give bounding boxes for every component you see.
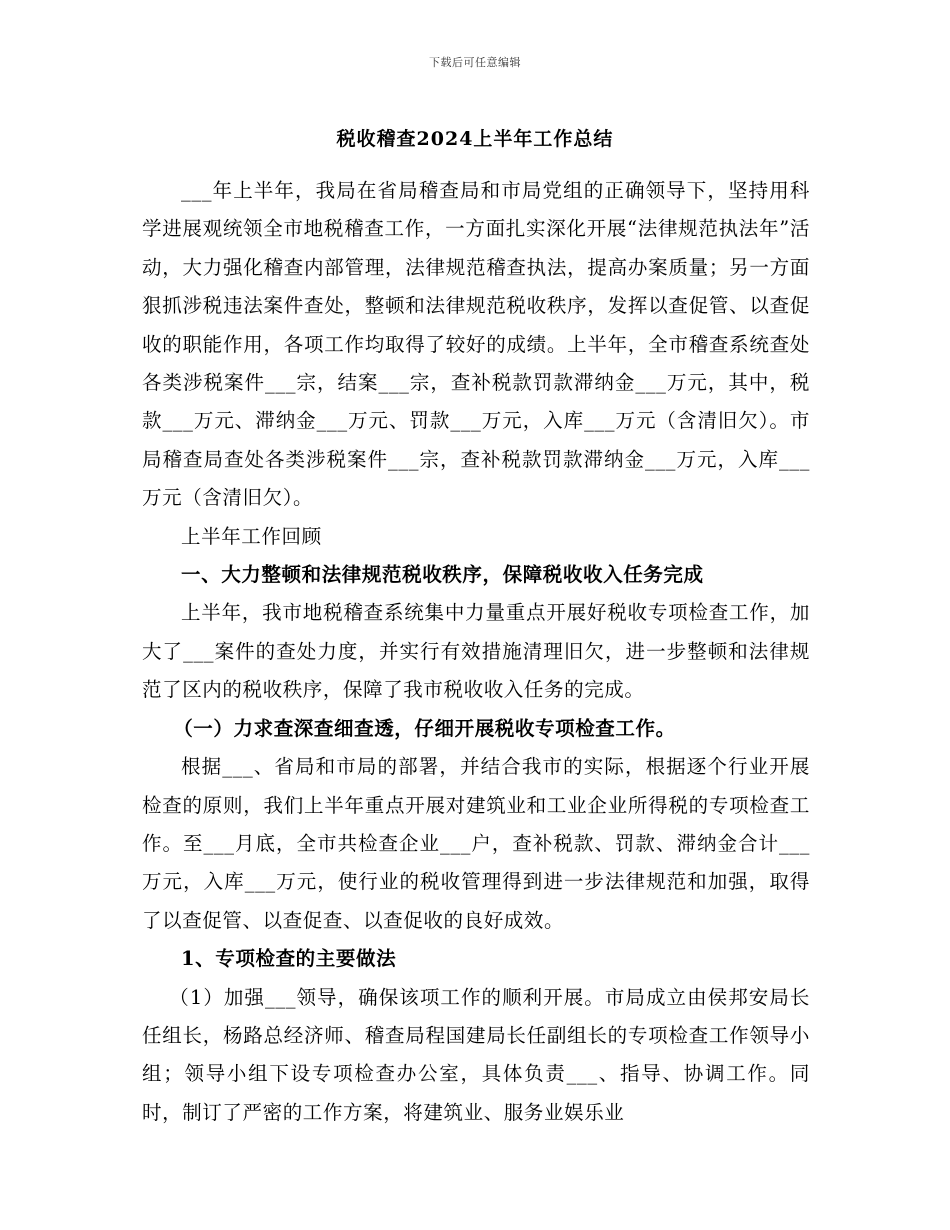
- paragraph-item-1: （1）加强___领导，确保该项工作的顺利开展。市局成立由侯邦安局长任组长，杨路总经济师、稽查局程国建局长任副组长的专项检查工作领导小组；领导小组下设专项检查办公室，具体负责___、指导、协调工作。同时，制订了严密的工作方案，将建筑业、服务业娱乐业: [142, 985, 810, 1124]
- paragraph-review-heading: 上半年工作回顾: [181, 524, 322, 548]
- section-heading-1: 一、大力整顿和法律规范税收秩序，保障税收收入任务完成: [181, 563, 704, 587]
- subsection-heading-1: （一）力求查深查细查透，仔细开展税收专项检查工作。: [173, 716, 676, 740]
- paragraph-section-1: 上半年，我市地税稽查系统集中力量重点开展好税收专项检查工作，加大了___案件的查处力度，并实行有效措施清理旧欠，进一步整顿和法律规范了区内的税收秩序，保障了我市税收收入任务的完成。: [142, 601, 810, 702]
- paragraph-intro: ___年上半年，我局在省局稽查局和市局党组的正确领导下，坚持用科学进展观统领全市地税稽查工作，一方面扎实深化开展“法律规范执法年”活动，大力强化稽查内部管理，法律规范稽查执法，提高办案质量；另一方面狠抓涉税违法案件查处，整顿和法律规范税收秩序，发挥以查促管、以查促收的职能作用，各项工作均取得了较好的成绩。上半年，全市稽查系统查处各类涉税案件___宗，结案___宗，查补税款罚款滞纳金___万元，其中，税款___万元、滞纳金___万元、罚款___万元，入库___万元（含清旧欠）。市局稽查局查处各类涉税案件___宗，查补税款罚款滞纳金___万元，入库___万元（含清旧欠）。: [142, 179, 810, 510]
- item-heading-1: 1、专项检查的主要做法: [181, 947, 397, 971]
- header-note: 下载后可任意编辑: [429, 56, 521, 69]
- paragraph-subsection-1: 根据___、省局和市局的部署，并结合我市的实际，根据逐个行业开展检查的原则，我们上半年重点开展对建筑业和工业企业所得税的专项检查工作。至___月底，全市共检查企业___户，查补税款、罚款、滞纳金合计___万元，入库___万元，使行业的税收管理得到进一步法律规范和加强，取得了以查促管、以查促查、以查促收的良好成效。: [142, 755, 810, 932]
- document-body: [142, 172, 810, 1132]
- document-title: 税收稽查2024上半年工作总结: [336, 128, 614, 150]
